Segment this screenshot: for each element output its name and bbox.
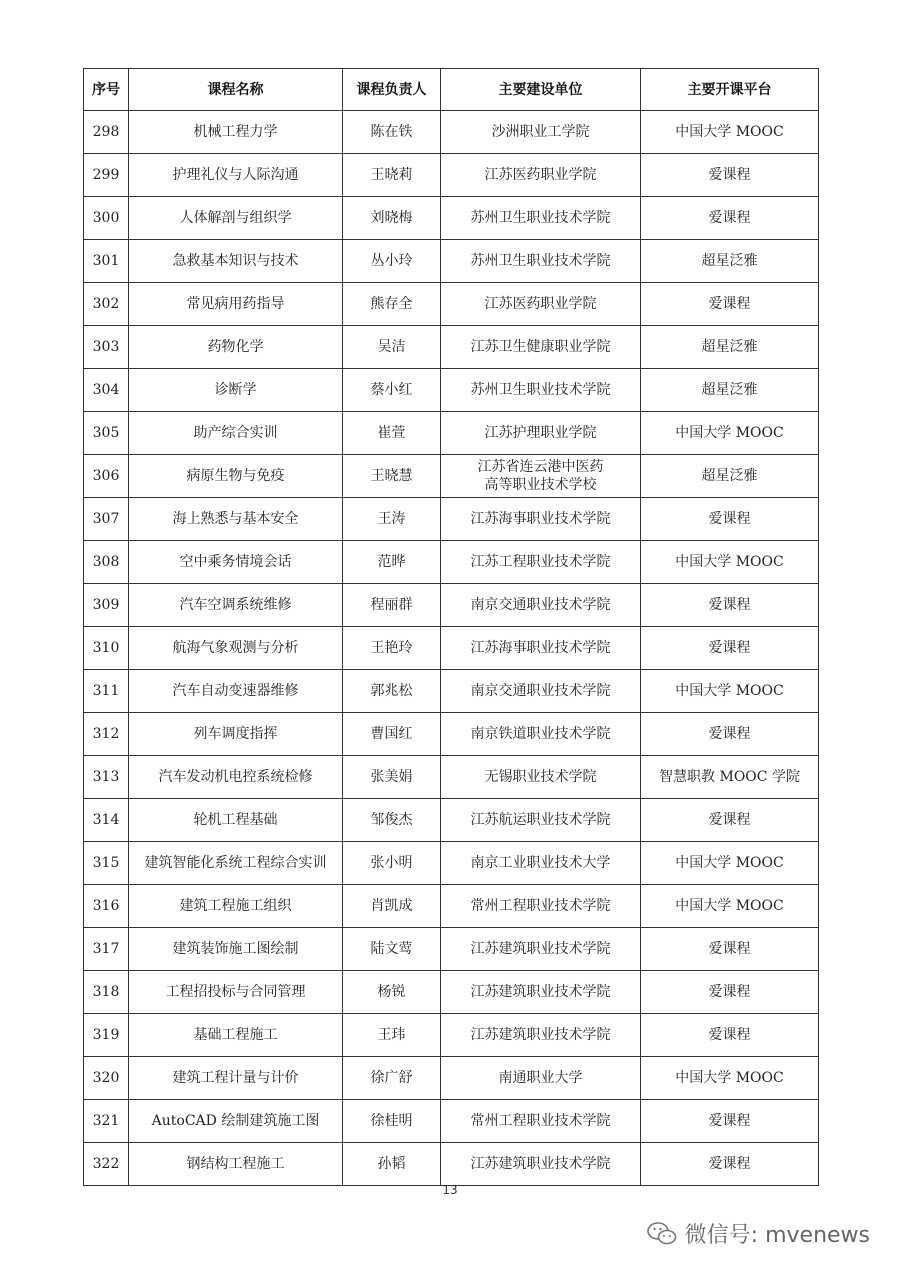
- cell-platform: 超星泛雅: [641, 455, 819, 498]
- cell-main-unit: 苏州卫生职业技术学院: [441, 240, 641, 283]
- cell-index: 310: [84, 627, 129, 670]
- cell-index: 314: [84, 799, 129, 842]
- cell-main-unit: 江苏建筑职业技术学院: [441, 928, 641, 971]
- header-main-unit: 主要建设单位: [441, 69, 641, 111]
- cell-platform: 中国大学 MOOC: [641, 111, 819, 154]
- cell-index: 315: [84, 842, 129, 885]
- table-row: [84, 1143, 819, 1186]
- cell-main-unit: 无锡职业技术学院: [441, 756, 641, 799]
- cell-course-name: 轮机工程基础: [129, 799, 343, 842]
- watermark-text: 微信号: mvenews: [684, 1223, 870, 1248]
- table-row: [84, 842, 819, 885]
- table-row: [84, 283, 819, 326]
- cell-platform: 超星泛雅: [641, 326, 819, 369]
- cell-platform: 超星泛雅: [641, 369, 819, 412]
- cell-course-name: 诊断学: [129, 369, 343, 412]
- cell-platform: 爱课程: [641, 197, 819, 240]
- cell-platform: 爱课程: [641, 1014, 819, 1057]
- cell-course-lead: 蔡小红: [343, 369, 441, 412]
- table-row: [84, 1057, 819, 1100]
- cell-platform: 爱课程: [641, 928, 819, 971]
- cell-main-unit: 江苏工程职业技术学院: [441, 541, 641, 584]
- cell-course-lead: 郭兆松: [343, 670, 441, 713]
- cell-platform: 爱课程: [641, 1143, 819, 1186]
- cell-index: 312: [84, 713, 129, 756]
- cell-course-name: 病原生物与免疫: [129, 455, 343, 498]
- cell-platform: 爱课程: [641, 584, 819, 627]
- cell-platform: 爱课程: [641, 154, 819, 197]
- cell-main-unit: 江苏建筑职业技术学院: [441, 1014, 641, 1057]
- cell-course-name: 助产综合实训: [129, 412, 343, 455]
- table-row: [84, 412, 819, 455]
- cell-platform: 爱课程: [641, 283, 819, 326]
- table-row: [84, 1100, 819, 1143]
- cell-index: 320: [84, 1057, 129, 1100]
- header-course-lead: 课程负责人: [343, 69, 441, 111]
- cell-course-name: 空中乘务情境会话: [129, 541, 343, 584]
- table-row: [84, 584, 819, 627]
- cell-course-name: 急救基本知识与技术: [129, 240, 343, 283]
- cell-course-lead: 范晔: [343, 541, 441, 584]
- cell-course-lead: 王玮: [343, 1014, 441, 1057]
- cell-course-name: AutoCAD 绘制建筑施工图: [129, 1100, 343, 1143]
- page-number: 13: [442, 1183, 458, 1197]
- cell-main-unit: 江苏护理职业学院: [441, 412, 641, 455]
- cell-course-name: 护理礼仪与人际沟通: [129, 154, 343, 197]
- cell-index: 318: [84, 971, 129, 1014]
- cell-platform: 中国大学 MOOC: [641, 842, 819, 885]
- cell-main-unit: 南京工业职业技术大学: [441, 842, 641, 885]
- cell-course-name: 常见病用药指导: [129, 283, 343, 326]
- header-course-name: 课程名称: [129, 69, 343, 111]
- cell-index: 298: [84, 111, 129, 154]
- cell-main-unit: 江苏建筑职业技术学院: [441, 1143, 641, 1186]
- cell-course-name: 汽车自动变速器维修: [129, 670, 343, 713]
- table-row: [84, 240, 819, 283]
- cell-course-lead: 邹俊杰: [343, 799, 441, 842]
- cell-course-name: 汽车空调系统维修: [129, 584, 343, 627]
- cell-main-unit: 南京交通职业技术学院: [441, 584, 641, 627]
- header-index: 序号: [84, 69, 129, 111]
- cell-course-lead: 王艳玲: [343, 627, 441, 670]
- cell-course-lead: 王晓莉: [343, 154, 441, 197]
- cell-platform: 爱课程: [641, 971, 819, 1014]
- cell-course-name: 航海气象观测与分析: [129, 627, 343, 670]
- table-row: [84, 326, 819, 369]
- cell-course-lead: 崔萱: [343, 412, 441, 455]
- cell-course-name: 建筑工程施工组织: [129, 885, 343, 928]
- table-row: [84, 627, 819, 670]
- cell-platform: 爱课程: [641, 713, 819, 756]
- cell-index: 305: [84, 412, 129, 455]
- cell-course-lead: 徐广舒: [343, 1057, 441, 1100]
- cell-course-lead: 曹国红: [343, 713, 441, 756]
- header-platform: 主要开课平台: [641, 69, 819, 111]
- cell-main-unit: 南通职业大学: [441, 1057, 641, 1100]
- cell-course-lead: 徐桂明: [343, 1100, 441, 1143]
- cell-course-lead: 丛小玲: [343, 240, 441, 283]
- cell-index: 303: [84, 326, 129, 369]
- cell-course-lead: 杨锐: [343, 971, 441, 1014]
- cell-course-name: 汽车发动机电控系统检修: [129, 756, 343, 799]
- cell-main-unit: 江苏海事职业技术学院: [441, 498, 641, 541]
- cell-course-lead: 程丽群: [343, 584, 441, 627]
- table-header-row: [84, 69, 819, 111]
- cell-course-lead: 陆文莺: [343, 928, 441, 971]
- table-row: [84, 713, 819, 756]
- cell-course-lead: 陈在铁: [343, 111, 441, 154]
- cell-main-unit: 南京铁道职业技术学院: [441, 713, 641, 756]
- cell-index: 306: [84, 455, 129, 498]
- cell-platform: 智慧职教 MOOC 学院: [641, 756, 819, 799]
- cell-main-unit: 江苏卫生健康职业学院: [441, 326, 641, 369]
- cell-main-unit: 江苏省连云港中医药 高等职业技术学校: [441, 455, 641, 498]
- cell-main-unit: 苏州卫生职业技术学院: [441, 197, 641, 240]
- table-row: [84, 885, 819, 928]
- cell-main-unit: 江苏海事职业技术学院: [441, 627, 641, 670]
- cell-main-unit: 常州工程职业技术学院: [441, 1100, 641, 1143]
- cell-index: 304: [84, 369, 129, 412]
- cell-course-name: 建筑装饰施工图绘制: [129, 928, 343, 971]
- cell-course-lead: 孙韬: [343, 1143, 441, 1186]
- cell-main-unit: 江苏建筑职业技术学院: [441, 971, 641, 1014]
- cell-course-name: 人体解剖与组织学: [129, 197, 343, 240]
- table-row: [84, 154, 819, 197]
- table-row: [84, 971, 819, 1014]
- cell-main-unit: 沙洲职业工学院: [441, 111, 641, 154]
- cell-index: 313: [84, 756, 129, 799]
- table-row: [84, 541, 819, 584]
- course-table: [83, 68, 819, 1186]
- cell-platform: 爱课程: [641, 627, 819, 670]
- table-row: [84, 498, 819, 541]
- cell-index: 316: [84, 885, 129, 928]
- cell-platform: 爱课程: [641, 498, 819, 541]
- cell-main-unit: 江苏医药职业学院: [441, 283, 641, 326]
- cell-platform: 中国大学 MOOC: [641, 412, 819, 455]
- cell-index: 299: [84, 154, 129, 197]
- cell-platform: 爱课程: [641, 799, 819, 842]
- cell-index: 307: [84, 498, 129, 541]
- cell-platform: 中国大学 MOOC: [641, 885, 819, 928]
- cell-index: 302: [84, 283, 129, 326]
- cell-course-name: 机械工程力学: [129, 111, 343, 154]
- table-row: [84, 756, 819, 799]
- cell-index: 308: [84, 541, 129, 584]
- cell-index: 322: [84, 1143, 129, 1186]
- wechat-icon: [647, 1221, 677, 1247]
- cell-index: 300: [84, 197, 129, 240]
- table-row: [84, 1014, 819, 1057]
- cell-course-lead: 熊存全: [343, 283, 441, 326]
- cell-main-unit: 江苏航运职业技术学院: [441, 799, 641, 842]
- cell-course-lead: 王涛: [343, 498, 441, 541]
- cell-index: 319: [84, 1014, 129, 1057]
- cell-course-name: 建筑智能化系统工程综合实训: [129, 842, 343, 885]
- cell-platform: 超星泛雅: [641, 240, 819, 283]
- cell-platform: 中国大学 MOOC: [641, 541, 819, 584]
- cell-course-lead: 张美娟: [343, 756, 441, 799]
- cell-course-lead: 吴洁: [343, 326, 441, 369]
- cell-main-unit: 常州工程职业技术学院: [441, 885, 641, 928]
- cell-main-unit: 南京交通职业技术学院: [441, 670, 641, 713]
- cell-index: 311: [84, 670, 129, 713]
- cell-course-lead: 肖凯成: [343, 885, 441, 928]
- table-row: [84, 197, 819, 240]
- table-row: [84, 670, 819, 713]
- cell-course-name: 列车调度指挥: [129, 713, 343, 756]
- table-row: [84, 369, 819, 412]
- cell-platform: 爱课程: [641, 1100, 819, 1143]
- cell-course-name: 建筑工程计量与计价: [129, 1057, 343, 1100]
- table-row: [84, 455, 819, 498]
- cell-course-name: 工程招投标与合同管理: [129, 971, 343, 1014]
- table-row: [84, 111, 819, 154]
- cell-platform: 中国大学 MOOC: [641, 670, 819, 713]
- cell-course-name: 基础工程施工: [129, 1014, 343, 1057]
- cell-main-unit: 苏州卫生职业技术学院: [441, 369, 641, 412]
- cell-course-name: 钢结构工程施工: [129, 1143, 343, 1186]
- cell-index: 321: [84, 1100, 129, 1143]
- cell-course-lead: 张小明: [343, 842, 441, 885]
- cell-course-lead: 王晓慧: [343, 455, 441, 498]
- watermark: [647, 1218, 870, 1249]
- cell-course-name: 药物化学: [129, 326, 343, 369]
- cell-index: 301: [84, 240, 129, 283]
- cell-course-lead: 刘晓梅: [343, 197, 441, 240]
- cell-course-name: 海上熟悉与基本安全: [129, 498, 343, 541]
- table-row: [84, 799, 819, 842]
- cell-platform: 中国大学 MOOC: [641, 1057, 819, 1100]
- cell-index: 317: [84, 928, 129, 971]
- cell-main-unit: 江苏医药职业学院: [441, 154, 641, 197]
- cell-index: 309: [84, 584, 129, 627]
- table-row: [84, 928, 819, 971]
